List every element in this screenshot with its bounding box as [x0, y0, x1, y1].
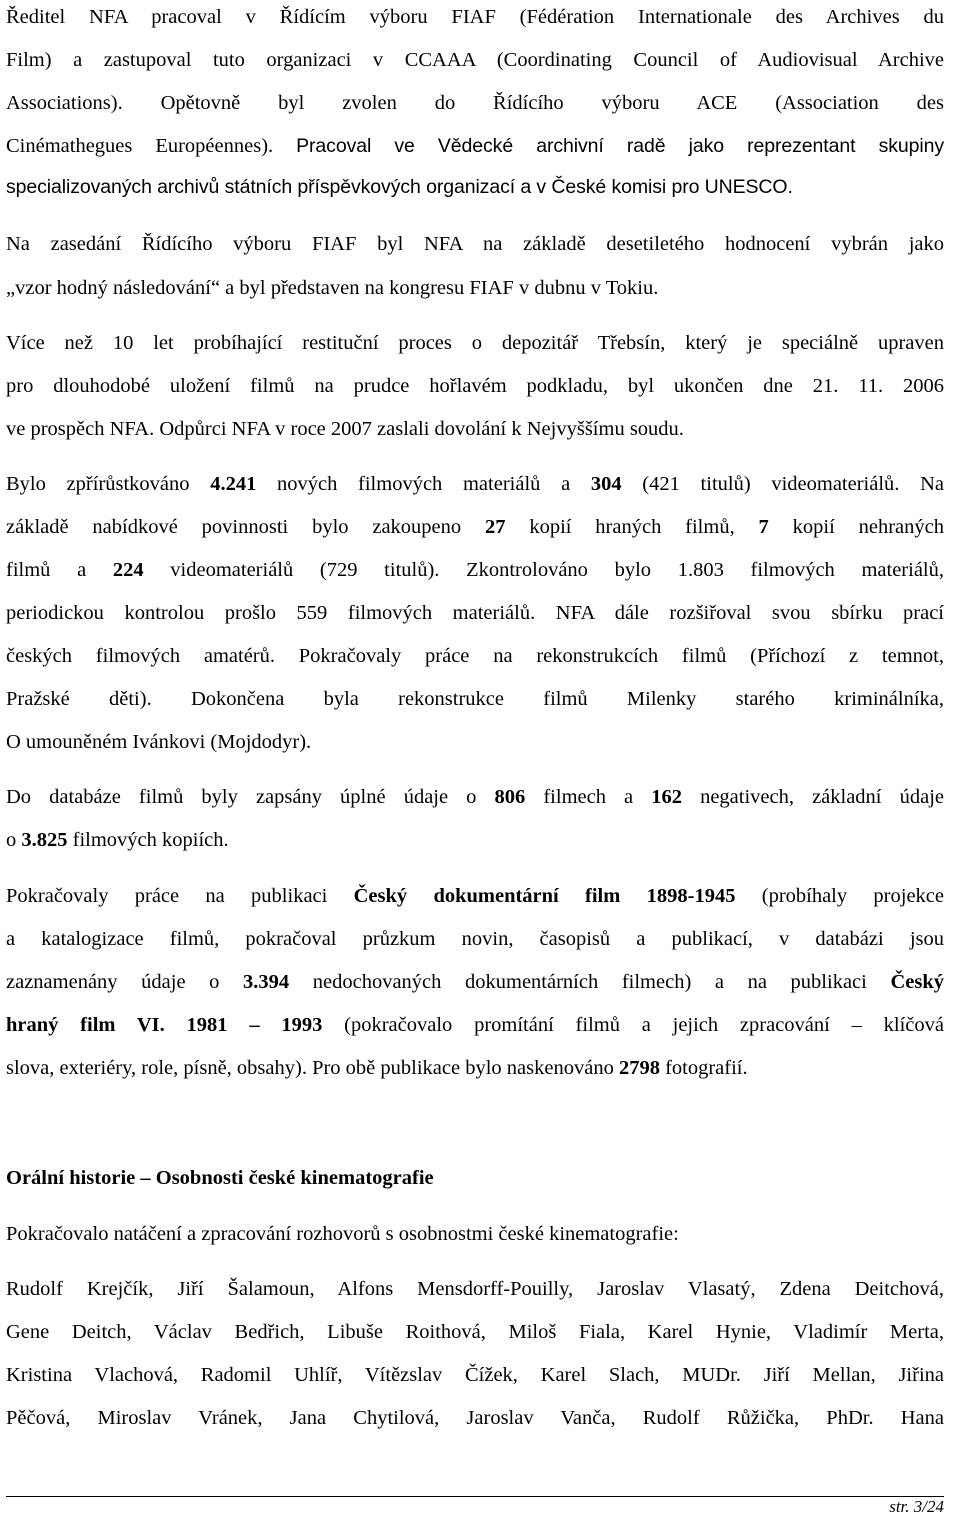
paragraph-6-line-2: a katalogizace filmů, pokračoval průzkum novin, časopisů a publikací, v databázi jsou [6, 928, 944, 950]
paragraph-4-line-4: periodickou kontrolou prošlo 559 filmových materiálů. NFA dále rozšiřoval svou sbírku prací [6, 602, 944, 624]
publication-title: hraný film VI. 1981 – 1993 [6, 1014, 323, 1036]
text-run: (probíhaly projekce [735, 885, 944, 907]
paragraph-1-line-4-serif: Cinémathegues Européennes). [6, 135, 297, 157]
paragraph-2-line-1: Na zasedání Řídícího výboru FIAF byl NFA na základě desetiletého hodnocení vybrán jako [6, 233, 944, 255]
paragraph-4-line-3 [6, 557, 944, 583]
text-run: kopií nehraných [768, 516, 944, 538]
section-heading-text: Orální historie – Osobnosti české kinematografie [6, 1167, 434, 1189]
footer-divider [6, 1496, 944, 1497]
bold-number: 304 [590, 473, 622, 495]
paragraph-1-line-4-sans: Pracoval ve Vědecké archivní radě jako reprezentant skupiny [296, 135, 944, 157]
paragraph-4-line-6: Pražské děti). Dokončena byla rekonstrukce filmů Milenky starého kriminálníka, [6, 688, 944, 710]
page-number: str. 3/24 [889, 1497, 944, 1516]
text-run: fotografií. [659, 1057, 748, 1079]
text-run: Do databáze filmů byly zapsány úplné údaje o [6, 786, 495, 808]
bold-number: 162 [651, 786, 682, 808]
text-run: nedochovaných dokumentárních filmech) a na publikaci [289, 971, 891, 993]
paragraph-6-line-3 [6, 969, 944, 995]
paragraph-5-line-1 [6, 784, 944, 810]
text-run: o [6, 829, 22, 851]
paragraph-2-line-2: „vzor hodný následování“ a byl představen na kongresu FIAF v dubnu v Tokiu. [6, 277, 659, 299]
bold-number: 27 [484, 516, 506, 538]
paragraph-1-line-2: Film) a zastupoval tuto organizaci v CCAAA (Coordinating Council of Audiovisual Archive [6, 49, 944, 71]
text-run: základě nabídkové povinnosti bylo zakoupeno [6, 516, 485, 538]
names-line-4: Pěčová, Miroslav Vránek, Jana Chytilová, Jaroslav Vanča, Rudolf Růžička, PhDr. Hana [6, 1407, 944, 1429]
section-heading [6, 1165, 944, 1191]
paragraph-3-line-2: pro dlouhodobé uložení filmů na prudce hořlavém podkladu, byl ukončen dne 21. 11. 2006 [6, 375, 944, 397]
bold-number: 224 [112, 559, 144, 581]
text-run: filmových kopiích. [67, 829, 229, 851]
bold-number: 4.241 [210, 473, 257, 495]
paragraph-4-line-5: českých filmových amatérů. Pokračovaly práce na rekonstrukcích filmů (Příchozí z temnot, [6, 645, 944, 667]
paragraph-4-line-7: O umouněném Ivánkovi (Mojdodyr). [6, 731, 312, 753]
paragraph-1-line-1: Ředitel NFA pracoval v Řídícím výboru FIAF (Fédération Internationale des Archives du [6, 6, 944, 28]
text-run: (421 titulů) videomateriálů. Na [621, 473, 944, 495]
publication-title: Český [890, 971, 944, 993]
text-run: (pokračovalo promítání filmů a jejich zpracování – klíčová [322, 1014, 944, 1036]
paragraph-1-line-5: specializovaných archivů státních příspěvkových organizací a v České komisi pro UNESCO. [6, 176, 793, 198]
names-line-3: Kristina Vlachová, Radomil Uhlíř, Vítězslav Čížek, Karel Slach, MUDr. Jiří Mellan, Jiřina [6, 1364, 944, 1386]
paragraph-6-line-1 [6, 883, 944, 909]
text-run: Pokračovaly práce na publikaci [6, 885, 354, 907]
bold-number: 806 [494, 786, 526, 808]
publication-title: Český dokumentární film 1898-1945 [353, 885, 736, 907]
paragraph-4-line-1 [6, 471, 944, 497]
bold-number: 3.394 [243, 971, 290, 993]
text-run: nových filmových materiálů a [256, 473, 591, 495]
paragraph-5-line-2 [6, 827, 944, 853]
text-run: kopií hraných filmů, [505, 516, 759, 538]
names-line-1: Rudolf Krejčík, Jiří Šalamoun, Alfons Mensdorff-Pouilly, Jaroslav Vlasatý, Zdena Deitchová, [6, 1278, 944, 1300]
paragraph-3-line-3: ve prospěch NFA. Odpůrci NFA v roce 2007 zaslali dovolání k Nejvyššímu soudu. [6, 418, 684, 440]
paragraph-3-line-1: Více než 10 let probíhající restituční proces o depozitář Třebsín, který je speciálně upraven [6, 332, 944, 354]
bold-number: 7 [758, 516, 769, 538]
section-intro: Pokračovalo natáčení a zpracování rozhovorů s osobnostmi české kinematografie: [6, 1223, 679, 1245]
text-run: Bylo zpřírůstkováno [6, 473, 211, 495]
text-run: videomateriálů (729 titulů). Zkontrolováno bylo 1.803 filmových materiálů, [143, 559, 945, 581]
text-run: filmech a [525, 786, 652, 808]
text-run: negativech, základní údaje [681, 786, 944, 808]
text-run: zaznamenány údaje o [6, 971, 244, 993]
bold-number: 2798 [618, 1057, 660, 1079]
text-run: slova, exteriéry, role, písně, obsahy). Pro obě publikace bylo naskenováno [6, 1057, 619, 1079]
paragraph-1-line-4 [6, 133, 944, 159]
bold-number: 3.825 [21, 829, 68, 851]
paragraph-4-line-2 [6, 514, 944, 540]
paragraph-6-line-5 [6, 1055, 944, 1081]
names-line-2: Gene Deitch, Václav Bedřich, Libuše Roithová, Miloš Fiala, Karel Hynie, Vladimír Merta, [6, 1321, 944, 1343]
paragraph-1-line-3: Associations). Opětovně byl zvolen do Řídícího výboru ACE (Association des [6, 92, 944, 114]
paragraph-6-line-4 [6, 1012, 944, 1038]
text-run: filmů a [6, 559, 113, 581]
